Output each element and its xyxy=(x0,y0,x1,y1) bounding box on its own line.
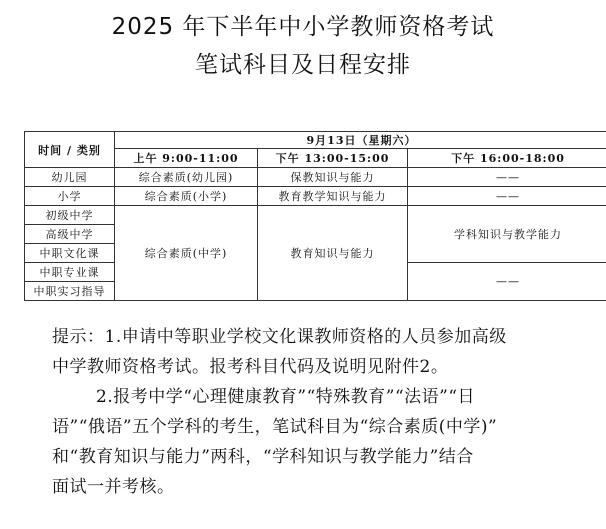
table-header-row xyxy=(25,132,606,149)
corner-label: 时间 / 类别 xyxy=(25,132,115,168)
date-header: 9月13日（星期六） xyxy=(115,132,606,149)
row-label-primary: 小学 xyxy=(25,187,115,206)
cell-kindergarten-s3: —— xyxy=(408,168,606,187)
row-label-junior-middle: 初级中学 xyxy=(25,206,115,225)
note-line: 面试一并考核。 xyxy=(52,477,175,497)
table-row xyxy=(25,206,606,225)
notes-block xyxy=(24,322,584,502)
session-header-afternoon-2: 下午 16:00-18:00 xyxy=(408,149,606,168)
row-label-vocational-professional: 中职专业课 xyxy=(25,263,115,282)
schedule-table xyxy=(24,131,606,301)
page-title: 2025 年下半年中小学教师资格考试 xyxy=(111,14,495,40)
row-label-vocational-practice: 中职实习指导 xyxy=(25,282,115,301)
cell-secondary-s2: 教育知识与能力 xyxy=(258,206,408,301)
cell-kindergarten-s1: 综合素质(幼儿园) xyxy=(115,168,258,187)
note-line: 中学教师资格考试。报考科目代码及说明见附件2。 xyxy=(52,357,449,377)
row-label-vocational-culture: 中职文化课 xyxy=(25,244,115,263)
note-line: 和“教育知识与能力”两科，“学科知识与教学能力”结合 xyxy=(52,447,474,467)
cell-primary-s1: 综合素质(小学) xyxy=(115,187,258,206)
cell-secondary-s3-upper: 学科知识与教学能力 xyxy=(408,206,606,263)
note-line: 语”“俄语”五个学科的考生，笔试科目为“综合素质(中学)” xyxy=(52,417,498,437)
session-header-afternoon-1: 下午 13:00-15:00 xyxy=(258,149,408,168)
table-row xyxy=(25,168,606,187)
row-label-kindergarten: 幼儿园 xyxy=(25,168,115,187)
session-header-morning: 上午 9:00-11:00 xyxy=(115,149,258,168)
cell-secondary-s1: 综合素质(中学) xyxy=(115,206,258,301)
row-label-senior-high: 高级中学 xyxy=(25,225,115,244)
page-subtitle: 笔试科目及日程安排 xyxy=(195,52,411,78)
note-line: 2.报考中学“心理健康教育”“特殊教育”“法语”“日 xyxy=(96,387,476,407)
table-row xyxy=(25,187,606,206)
cell-primary-s2: 教育教学知识与能力 xyxy=(258,187,408,206)
cell-primary-s3: —— xyxy=(408,187,606,206)
cell-secondary-s3-lower: —— xyxy=(408,263,606,301)
cell-kindergarten-s2: 保教知识与能力 xyxy=(258,168,408,187)
note-line: 提示：1.申请中等职业学校文化课教师资格的人员参加高级 xyxy=(52,327,507,347)
